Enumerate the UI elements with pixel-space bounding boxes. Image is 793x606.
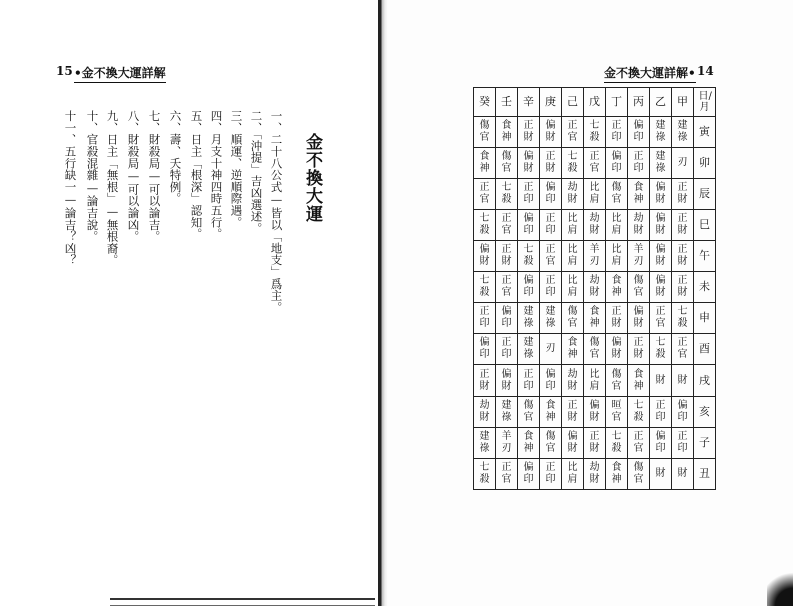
table-cell xyxy=(628,303,650,334)
table-cell xyxy=(650,397,672,428)
cell-text: 劫財 xyxy=(567,182,578,205)
cell-text: 偏印 xyxy=(479,337,490,360)
toc-item: 三、順運、逆順際遇。 xyxy=(229,110,244,228)
table-cell xyxy=(606,210,628,241)
cell-text: 偏財 xyxy=(479,244,490,267)
table-row xyxy=(474,117,716,148)
cell-text: 食神 xyxy=(479,151,490,174)
toc-item: 十、官殺混雜—論吉說。 xyxy=(85,110,100,243)
cell-text: 傷官 xyxy=(611,368,622,392)
branch-label: 巳 xyxy=(694,210,716,241)
stem-header: 丙 xyxy=(628,88,650,117)
table-cell xyxy=(650,210,672,241)
branch-label: 申 xyxy=(694,303,716,334)
cell-text: 偏財 xyxy=(633,306,644,329)
table-cell xyxy=(650,241,672,272)
table-cell xyxy=(562,428,584,459)
cell-text: 正印 xyxy=(633,151,644,174)
cell-text: 正官 xyxy=(501,213,512,236)
cell-text: 偏印 xyxy=(611,151,622,174)
table-cell xyxy=(672,303,694,334)
toc-item: 七、財殺局—可以論吉。 xyxy=(147,110,162,243)
cell-text: 偏財 xyxy=(655,213,666,236)
branch-label: 子 xyxy=(694,428,716,459)
table-cell xyxy=(562,334,584,365)
cell-text: 傷官 xyxy=(523,400,534,423)
table-cell xyxy=(628,117,650,148)
table-cell xyxy=(650,459,672,490)
table-header-row xyxy=(474,88,716,117)
table-cell xyxy=(496,241,518,272)
cell-text: 建祿 xyxy=(523,337,534,360)
table-row xyxy=(474,428,716,459)
table-cell xyxy=(606,397,628,428)
table-cell xyxy=(474,397,496,428)
cell-text: 七殺 xyxy=(611,431,622,454)
cell-text: 比肩 xyxy=(611,213,622,236)
cell-text: 建祿 xyxy=(479,431,490,454)
table-cell xyxy=(540,241,562,272)
cell-text: 正印 xyxy=(545,213,556,236)
table-cell xyxy=(606,148,628,179)
cell-text: 傷官 xyxy=(545,431,556,454)
cell-text: 偏印 xyxy=(501,306,512,329)
cell-text: 七殺 xyxy=(589,120,600,143)
table-cell xyxy=(672,272,694,303)
cell-text: 偏財 xyxy=(523,151,534,174)
branch-label: 酉 xyxy=(694,334,716,365)
branch-label: 寅 xyxy=(694,117,716,148)
table-cell xyxy=(540,148,562,179)
table-cell xyxy=(518,148,540,179)
table-cell xyxy=(650,303,672,334)
cell-text: 偏印 xyxy=(523,213,534,236)
cell-text: 比肩 xyxy=(589,368,600,392)
stem-header: 乙 xyxy=(650,88,672,117)
branch-label: 辰 xyxy=(694,179,716,210)
table-cell xyxy=(474,334,496,365)
table-cell xyxy=(650,272,672,303)
table-cell xyxy=(496,334,518,365)
table-cell xyxy=(518,210,540,241)
cell-text: 食神 xyxy=(633,368,644,392)
table-cell xyxy=(606,272,628,303)
cell-text: 刃 xyxy=(545,343,556,354)
branch-label: 丑 xyxy=(694,459,716,490)
stem-header: 甲 xyxy=(672,88,694,117)
cell-text: 建祿 xyxy=(655,151,666,174)
toc-item: 五、日主「根深」認知。 xyxy=(189,110,204,240)
table-cell xyxy=(628,397,650,428)
table-cell xyxy=(518,117,540,148)
cell-text: 正財 xyxy=(545,151,556,174)
cell-text: 比肩 xyxy=(567,462,578,485)
branch-label: 亥 xyxy=(694,397,716,428)
table-cell xyxy=(518,334,540,365)
cell-text: 正印 xyxy=(545,275,556,298)
cell-text: 七殺 xyxy=(677,306,688,329)
table-cell xyxy=(606,428,628,459)
table-row xyxy=(474,397,716,428)
cell-text: 偏印 xyxy=(523,462,534,485)
toc-item: 十一、五行缺一—論吉？凶？ xyxy=(63,110,78,266)
cell-text: 刃 xyxy=(677,157,688,168)
cell-text: 正官 xyxy=(545,244,556,267)
cell-text: 比肩 xyxy=(567,213,578,236)
table-row xyxy=(474,272,716,303)
table-cell xyxy=(496,210,518,241)
cell-text: 偏印 xyxy=(545,368,556,392)
cell-text: 正財 xyxy=(633,337,644,360)
table-cell xyxy=(606,459,628,490)
table-cell xyxy=(496,303,518,334)
cell-text: 比肩 xyxy=(567,275,578,298)
cell-text: 劫財 xyxy=(589,213,600,236)
scan-corner-shadow xyxy=(767,570,793,606)
cell-text: 財 xyxy=(655,468,666,479)
cell-text: 正財 xyxy=(677,244,688,267)
cell-text: 食神 xyxy=(567,337,578,360)
cell-text: 食神 xyxy=(611,275,622,298)
cell-text: 偏印 xyxy=(655,431,666,454)
table-cell xyxy=(606,334,628,365)
stem-header: 戊 xyxy=(584,88,606,117)
table-cell xyxy=(518,272,540,303)
table-cell xyxy=(584,272,606,303)
table-cell xyxy=(562,303,584,334)
table-cell xyxy=(584,241,606,272)
table-cell xyxy=(474,459,496,490)
cell-text: 食神 xyxy=(633,182,644,205)
cell-text: 正財 xyxy=(677,275,688,298)
table-cell xyxy=(474,210,496,241)
toc-item: 九、日主「無根」—無根裔。 xyxy=(105,110,120,266)
ten-gods-table xyxy=(473,87,716,490)
table-cell xyxy=(562,179,584,210)
cell-text: 建祿 xyxy=(655,120,666,143)
cell-text: 七殺 xyxy=(655,337,666,360)
cell-text: 建祿 xyxy=(545,306,556,329)
cell-text: 偏財 xyxy=(655,182,666,205)
left-page-number: 15 xyxy=(56,64,73,78)
cell-text: 正財 xyxy=(611,306,622,329)
table-cell xyxy=(474,179,496,210)
table-cell xyxy=(650,148,672,179)
cell-text: 七殺 xyxy=(633,400,644,423)
table-cell xyxy=(474,148,496,179)
table-row xyxy=(474,303,716,334)
cell-text: 偏財 xyxy=(545,120,556,143)
cell-text: 財 xyxy=(677,374,688,386)
stem-header: 辛 xyxy=(518,88,540,117)
book-spine xyxy=(378,0,388,606)
table-cell xyxy=(540,179,562,210)
cell-text: 建祿 xyxy=(677,120,688,143)
cell-text: 正印 xyxy=(611,120,622,143)
table-cell xyxy=(584,365,606,397)
branch-label: 未 xyxy=(694,272,716,303)
table-cell xyxy=(628,241,650,272)
table-cell xyxy=(672,148,694,179)
cell-text: 比肩 xyxy=(611,244,622,267)
cell-text: 食神 xyxy=(523,431,534,454)
cell-text: 食神 xyxy=(611,462,622,485)
table-cell xyxy=(628,272,650,303)
table-cell xyxy=(474,303,496,334)
cell-text: 食神 xyxy=(589,306,600,329)
cell-text: 羊刃 xyxy=(589,244,600,267)
cell-text: 正財 xyxy=(501,244,512,267)
cell-text: 正財 xyxy=(677,182,688,205)
cell-text: 傷官 xyxy=(633,275,644,298)
table-cell xyxy=(540,365,562,397)
cell-text: 劫財 xyxy=(589,462,600,485)
table-cell xyxy=(584,117,606,148)
stem-header: 癸 xyxy=(474,88,496,117)
table-cell xyxy=(672,428,694,459)
cell-text: 偏財 xyxy=(589,400,600,423)
right-page-number: 14 xyxy=(697,64,714,78)
table-cell xyxy=(584,210,606,241)
table-cell xyxy=(628,148,650,179)
cell-text: 七殺 xyxy=(479,213,490,236)
table-cell xyxy=(474,117,496,148)
table-cell xyxy=(518,459,540,490)
table-cell xyxy=(496,397,518,428)
toc-item: 四、月支十神四時五行。 xyxy=(209,110,224,240)
table-cell xyxy=(540,117,562,148)
table-row xyxy=(474,210,716,241)
table-cell xyxy=(562,148,584,179)
table-cell xyxy=(496,459,518,490)
cell-text: 正印 xyxy=(523,368,534,392)
left-page xyxy=(0,0,380,606)
left-running-title: •金不換大運詳解 xyxy=(74,64,166,83)
table-cell xyxy=(540,428,562,459)
cell-text: 傷官 xyxy=(633,462,644,485)
right-running-title: 金不換大運詳解• xyxy=(604,64,696,83)
cell-text: 偏印 xyxy=(633,120,644,143)
table-cell xyxy=(672,365,694,397)
cell-text: 羊刃 xyxy=(633,244,644,267)
cell-text: 七殺 xyxy=(479,275,490,298)
table-cell xyxy=(518,303,540,334)
table-cell xyxy=(606,241,628,272)
table-cell xyxy=(496,272,518,303)
cell-text: 偏財 xyxy=(655,275,666,298)
table-cell xyxy=(540,210,562,241)
corner-label: 日/月 xyxy=(698,91,712,113)
cell-text: 正財 xyxy=(479,368,490,392)
table-row xyxy=(474,179,716,210)
table-cell xyxy=(540,459,562,490)
cell-text: 劫財 xyxy=(589,275,600,298)
table-cell xyxy=(584,334,606,365)
cell-text: 正印 xyxy=(501,337,512,360)
table-cell xyxy=(496,428,518,459)
table-cell xyxy=(518,365,540,397)
table-cell xyxy=(540,303,562,334)
table-cell xyxy=(562,272,584,303)
cell-text: 正官 xyxy=(633,431,644,454)
table-cell xyxy=(562,241,584,272)
cell-text: 正印 xyxy=(677,431,688,454)
table-cell xyxy=(518,179,540,210)
table-cell xyxy=(474,428,496,459)
table-cell xyxy=(562,117,584,148)
cell-text: 劫財 xyxy=(567,368,578,392)
table-cell xyxy=(562,210,584,241)
table-cell xyxy=(628,365,650,397)
table-cell xyxy=(628,179,650,210)
table-cell xyxy=(540,397,562,428)
table-cell xyxy=(672,179,694,210)
table-cell xyxy=(562,365,584,397)
table-cell xyxy=(584,179,606,210)
cell-text: 正財 xyxy=(589,431,600,454)
cell-text: 正官 xyxy=(479,182,490,205)
stem-header: 庚 xyxy=(540,88,562,117)
cell-text: 偏印 xyxy=(677,400,688,423)
cell-text: 食神 xyxy=(501,120,512,143)
table-cell xyxy=(540,272,562,303)
cell-text: 正印 xyxy=(655,400,666,423)
table-cell xyxy=(562,459,584,490)
table-cell xyxy=(474,365,496,397)
table-row xyxy=(474,334,716,365)
contents-title: 金不換大運 xyxy=(302,133,322,223)
cell-text: 偏財 xyxy=(655,244,666,267)
cell-text: 偏財 xyxy=(611,337,622,360)
table-cell xyxy=(540,334,562,365)
cell-text: 傷官 xyxy=(567,306,578,329)
table-cell xyxy=(672,117,694,148)
cell-text: 七殺 xyxy=(501,182,512,205)
table-cell xyxy=(650,334,672,365)
cell-text: 正印 xyxy=(523,182,534,205)
table-cell xyxy=(672,397,694,428)
table-cell xyxy=(650,179,672,210)
cell-text: 七殺 xyxy=(523,244,534,267)
cell-text: 傷官 xyxy=(589,337,600,360)
table-row xyxy=(474,365,716,397)
table-cell xyxy=(474,272,496,303)
cell-text: 正財 xyxy=(677,213,688,236)
table-cell xyxy=(496,117,518,148)
branch-label: 戌 xyxy=(694,365,716,397)
toc-item: 一、二十八公式—皆以「地支」爲主。 xyxy=(269,110,284,314)
table-cell xyxy=(496,148,518,179)
stem-header: 丁 xyxy=(606,88,628,117)
table-cell xyxy=(584,397,606,428)
table-cell xyxy=(518,428,540,459)
cell-text: 正官 xyxy=(501,275,512,298)
table-cell xyxy=(628,428,650,459)
table-cell xyxy=(672,210,694,241)
page-bottom-edge xyxy=(110,598,375,606)
table-cell xyxy=(518,397,540,428)
table-cell xyxy=(584,428,606,459)
table-cell xyxy=(628,334,650,365)
table-row xyxy=(474,241,716,272)
cell-text: 建祿 xyxy=(501,400,512,423)
table-row xyxy=(474,148,716,179)
table-cell xyxy=(606,303,628,334)
cell-text: 傷官 xyxy=(479,120,490,143)
table-cell xyxy=(496,365,518,397)
table-cell xyxy=(584,303,606,334)
cell-text: 正財 xyxy=(567,400,578,423)
table-cell xyxy=(628,210,650,241)
cell-text: 正官 xyxy=(501,462,512,485)
table-cell xyxy=(518,241,540,272)
table-cell xyxy=(672,334,694,365)
branch-label: 午 xyxy=(694,241,716,272)
cell-text: 七殺 xyxy=(479,462,490,485)
cell-text: 正財 xyxy=(523,120,534,143)
cell-text: 傷官 xyxy=(501,151,512,174)
cell-text: 正官 xyxy=(567,120,578,143)
stem-header: 己 xyxy=(562,88,584,117)
cell-text: 比肩 xyxy=(589,182,600,205)
toc-item: 八、財殺局—可以論凶。 xyxy=(126,110,141,243)
table-cell xyxy=(562,397,584,428)
table-cell xyxy=(650,365,672,397)
corner-header xyxy=(694,88,716,117)
table-cell xyxy=(650,428,672,459)
toc-item: 二、「沖提」吉凶選述。 xyxy=(249,110,264,235)
table-cell xyxy=(474,241,496,272)
cell-text: 正印 xyxy=(545,462,556,485)
cell-text: 偏財 xyxy=(501,368,512,392)
cell-text: 比肩 xyxy=(567,244,578,267)
toc-item: 六、壽、夭特例。 xyxy=(168,110,183,205)
branch-label: 卯 xyxy=(694,148,716,179)
cell-text: 偏印 xyxy=(523,275,534,298)
cell-text: 偏財 xyxy=(567,431,578,454)
cell-text: 羊刃 xyxy=(501,431,512,454)
table-cell xyxy=(606,179,628,210)
cell-text: 正官 xyxy=(677,337,688,360)
cell-text: 財 xyxy=(655,374,666,386)
cell-text: 劫財 xyxy=(479,400,490,423)
cell-text: 正印 xyxy=(479,306,490,329)
table-cell xyxy=(584,148,606,179)
cell-text: 偏印 xyxy=(545,182,556,205)
cell-text: 七殺 xyxy=(567,151,578,174)
cell-text: 晅官 xyxy=(611,400,622,423)
stem-header: 壬 xyxy=(496,88,518,117)
table-cell xyxy=(672,459,694,490)
cell-text: 正官 xyxy=(655,306,666,329)
table-cell xyxy=(606,365,628,397)
cell-text: 正官 xyxy=(589,151,600,174)
cell-text: 食神 xyxy=(545,400,556,423)
cell-text: 建祿 xyxy=(523,306,534,329)
table-body xyxy=(474,117,716,490)
table-cell xyxy=(496,179,518,210)
table-cell xyxy=(584,459,606,490)
table-cell xyxy=(672,241,694,272)
table-cell xyxy=(628,459,650,490)
cell-text: 劫財 xyxy=(633,213,644,236)
cell-text: 傷官 xyxy=(611,182,622,205)
table-row xyxy=(474,459,716,490)
table-cell xyxy=(650,117,672,148)
table-cell xyxy=(606,117,628,148)
cell-text: 財 xyxy=(677,468,688,479)
